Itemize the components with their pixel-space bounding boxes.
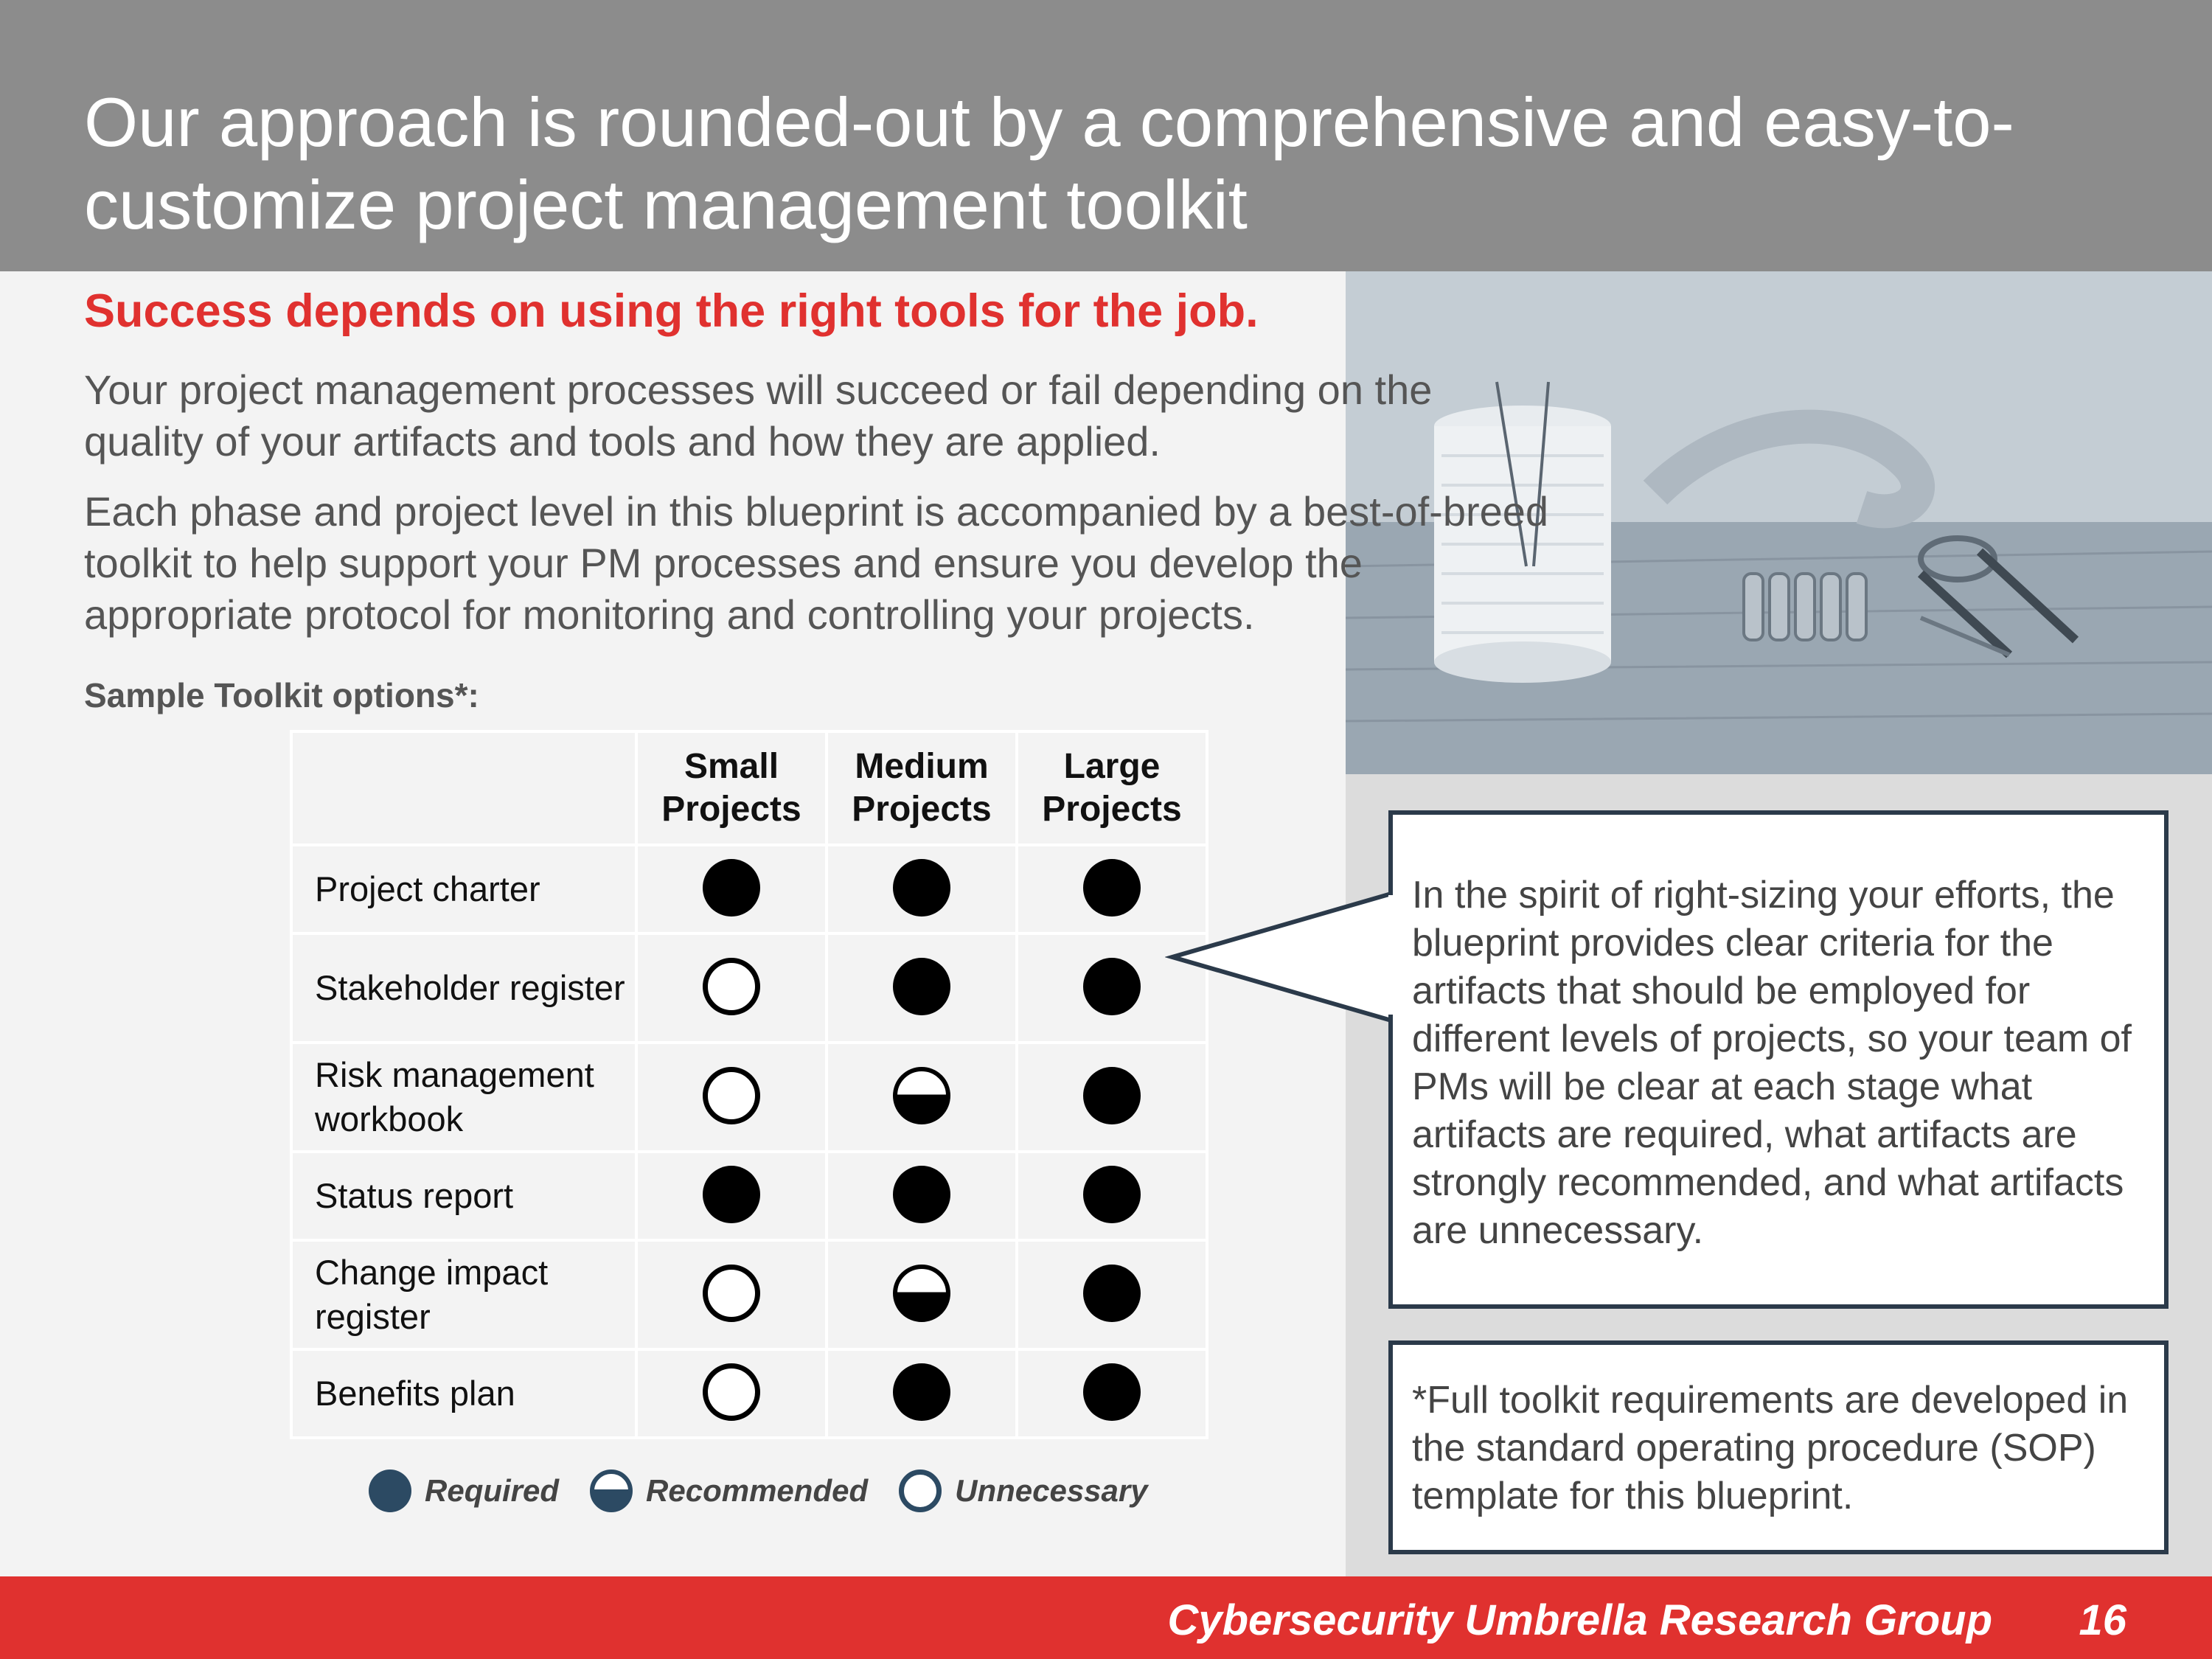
toolkit-table [290,730,1208,1439]
filled-circle-icon [1083,1363,1141,1421]
row-label: Benefits plan [291,1349,636,1438]
callout-join-mask [1388,889,1411,1029]
filled-circle-icon [1083,958,1141,1015]
row-label: Risk management workbook [291,1043,636,1152]
filled-circle-icon [893,1363,950,1421]
page-number: 16 [2079,1596,2126,1644]
table-header-row [291,731,1207,845]
filled-circle-icon [1083,1265,1141,1322]
recommended-legend-label: Recommended [646,1473,869,1508]
section-subtitle: Success depends on using the right tools for the job. [84,285,1259,337]
half-filled-circle-icon [893,1265,950,1322]
callout-text: In the spirit of right-sizing your efforts, the blueprint provides clear criteria for the artifacts that should be employed for different levels of projects, so your team of PMs will be clear at each stage what artifacts are required, what artifacts are strongly recommended, and what artifacts are unnecessary. [1412,874,2132,1252]
empty-circle-icon [703,1265,760,1322]
row-label: Project charter [291,845,636,933]
row-label: Change impact register [291,1240,636,1349]
filled-circle-icon [893,958,950,1015]
table-row [291,1349,1207,1438]
row-label: Status report [291,1152,636,1240]
table-row [291,933,1207,1043]
filled-circle-icon [1083,1166,1141,1223]
blueprint-paragraph: Each phase and project level in this blueprint is accompanied by a best-of-breed toolkit to help support your PM processes and ensure you develop the appropriate protocol for monitoring and controlling your projects. [84,488,1549,638]
filled-circle-icon [893,1166,950,1223]
slide-title: Our approach is rounded-out by a comprehensive and easy-to-customize project management toolkit [84,83,2014,243]
table-row [291,1240,1207,1349]
recommended-legend-icon [590,1470,633,1512]
empty-circle-icon [703,1067,760,1124]
header-medium-projects: Medium Projects [827,731,1017,845]
toolkit-options-label: Sample Toolkit options*: [84,676,479,714]
table-row [291,1043,1207,1152]
empty-circle-icon [703,1363,760,1421]
filled-circle-icon [703,1166,760,1223]
footnote-text: *Full toolkit requirements are developed in the standard operating procedure (SOP) template for this blueprint. [1412,1379,2129,1517]
filled-circle-icon [893,859,950,917]
row-label: Stakeholder register [291,933,636,1043]
required-legend-label: Required [425,1473,560,1508]
filled-circle-icon [1083,859,1141,917]
header-large-projects: Large Projects [1017,731,1207,845]
half-filled-circle-icon [893,1067,950,1124]
unnecessary-legend-label: Unnecessary [955,1473,1148,1508]
filled-circle-icon [1083,1067,1141,1124]
empty-circle-icon [703,958,760,1015]
table-corner-cell [291,731,636,845]
filled-circle-icon [703,859,760,917]
callout-pointer [1165,892,1401,1025]
required-legend-icon [369,1470,411,1512]
footer-organization: Cybersecurity Umbrella Research Group [1167,1596,1992,1644]
table-row [291,1152,1207,1240]
intro-paragraph: Your project management processes will succeed or fail depending on the quality of your artifacts and tools and how they are applied. [84,366,1433,465]
legend [369,1467,1179,1514]
header-small-projects: Small Projects [636,731,827,845]
table-row [291,845,1207,933]
unnecessary-legend-icon [899,1470,942,1512]
